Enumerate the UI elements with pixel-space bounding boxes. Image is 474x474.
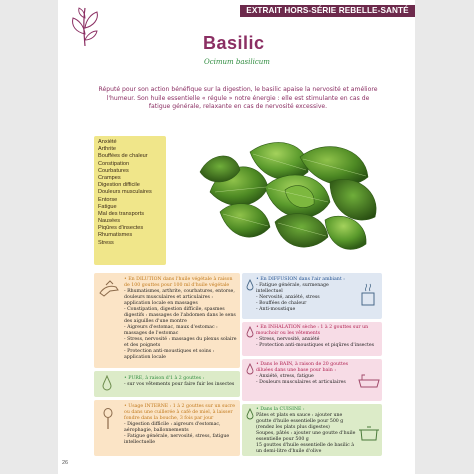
ailment-item: Courbatures — [98, 167, 129, 174]
basil-photo — [190, 132, 386, 262]
ailment-item: Bouffées de chaleur — [98, 153, 148, 160]
diffusion-line: - Anti-moustique — [256, 307, 296, 312]
latin-name: Ocimum basilicum — [204, 58, 270, 66]
dilution-panel — [94, 273, 240, 368]
ailment-item: Anxiété — [98, 139, 117, 145]
ailment-item: Douleurs musculaires — [98, 189, 152, 196]
ailments-box — [94, 136, 166, 265]
diffusion-line: - Bouffées de chaleur — [256, 301, 307, 306]
ailment-item: Constipation — [98, 160, 130, 167]
page-number: 26 — [62, 460, 69, 466]
header-band: EXTRAIT HORS-SÉRIE REBELLE-SANTÉ — [240, 5, 415, 17]
dilution-line: - Stress, nervosité : massages du plexus solaire et des poignets — [124, 337, 237, 348]
massage-hand-icon — [98, 279, 120, 299]
ailment-item: Fatigue — [98, 203, 117, 210]
ailment-item: Mal des transports — [98, 210, 145, 217]
dilution-line: - Aigreurs d'estomac, maux d'estomac : massages de l'estomac — [124, 325, 218, 336]
cuisine-line: Soupes, pâtés : ajouter une goutte d'huile essentielle pour 500 g — [256, 431, 356, 442]
bain-line: - Anxiété, stress, fatigue — [256, 374, 314, 379]
diffusion-lead: • En DIFFUSION dans l'air ambiant : — [256, 277, 345, 282]
dilution-lead: • En DILUTION dans l'huile végétale à raison de 100 gouttes pour 100 ml d'huile végétale — [124, 277, 233, 288]
pure-line: - sur vos vêtements pour faire fuir les insectes — [124, 382, 235, 387]
droplet-icon — [246, 326, 254, 338]
dilution-line: - Protection anti-moustiques et soins : application locale — [124, 349, 215, 360]
pure-panel — [94, 371, 240, 397]
interne-lead: • Usage INTERNE : 1 à 2 gouttes sur un sucre ou dans une cuillerée à café de miel, à laisser fondre dans la bouche, 3 fois par jour — [124, 404, 236, 421]
inhalation-line: - Protection anti-moustiques et piqûres d'insectes — [256, 343, 375, 348]
bathtub-icon — [358, 373, 380, 389]
ailment-item: Arthrite — [98, 146, 117, 153]
cuisine-line: Pâtes et plats en sauce : ajouter une goutte d'huile essentielle pour 500 g (rendez les plats plus digestes) — [256, 413, 344, 430]
spoon-icon — [100, 408, 116, 430]
interne-line: - Digestion difficile : aigreurs d'estomac, aérophagie, ballonnements — [124, 422, 221, 433]
droplet-icon — [102, 375, 112, 391]
diffuser-icon — [358, 283, 378, 307]
inhalation-lead: • En INHALATION sèche : 1 à 2 gouttes sur un mouchoir ou les vêtements — [256, 325, 369, 336]
ailment-item: Nausées — [98, 218, 121, 225]
bain-panel — [242, 359, 382, 401]
magazine-page — [58, 0, 415, 474]
droplet-icon — [246, 363, 254, 375]
dilution-line: - Constipation, digestion difficile, spasmes digestifs : massages de l'abdomen dans le sens des aiguilles d'une montre — [124, 307, 236, 324]
inhalation-panel — [242, 322, 382, 356]
dilution-line: - Rhumatismes, arthrite, courbatures, entorse, douleurs musculaires et articulaires : application locale en massages — [124, 289, 235, 306]
diffusion-line: - Nervosité, anxiété, stress — [256, 295, 320, 300]
inhalation-line: - Stress, nervosité, anxiété — [256, 337, 320, 342]
ailment-item: Entorse — [98, 196, 118, 203]
ailment-item: Crampes — [98, 174, 121, 181]
cuisine-panel — [242, 404, 382, 456]
diffusion-line: - Fatigue générale, surmenage intellectuel — [256, 283, 329, 294]
droplet-icon — [246, 408, 254, 420]
cooking-pot-icon — [358, 424, 380, 442]
interne-line: - Fatigue générale, nervosité, stress, fatigue intellectuelle — [124, 434, 230, 445]
cuisine-lead: • Dans la CUISINE : — [256, 407, 305, 412]
ailment-item: Rhumatismes — [98, 232, 133, 239]
cuisine-line: 15 gouttes d'huile essentielle de basilic à un demi-litre d'huile d'olive — [256, 443, 354, 454]
pure-lead: • PURE, à raison d'1 à 2 gouttes : — [124, 376, 205, 381]
basil-leaf-logo — [66, 4, 104, 48]
page-title: Basilic — [203, 33, 265, 53]
ailment-item: Digestion difficile — [98, 182, 140, 189]
ailment-item: Piqûres d'insectes — [98, 225, 144, 232]
droplet-icon — [246, 279, 254, 291]
bain-line: - Douleurs musculaires et articulaires — [256, 380, 346, 385]
ailment-item: Stress — [98, 239, 114, 246]
intro-paragraph: Réputé pour son action bénéfique sur la digestion, le basilic apaise la nervosité et améliore l'humeur. Son huile essentielle « régule » notre énergie : elle est stimulante en cas de fatigue générale, relaxante en cas de nervosité excessive. — [98, 86, 378, 111]
bain-lead: • Dans le BAIN, à raison de 20 gouttes diluées dans une base pour bain : — [256, 362, 349, 373]
interne-panel — [94, 400, 240, 456]
diffusion-panel — [242, 273, 382, 319]
